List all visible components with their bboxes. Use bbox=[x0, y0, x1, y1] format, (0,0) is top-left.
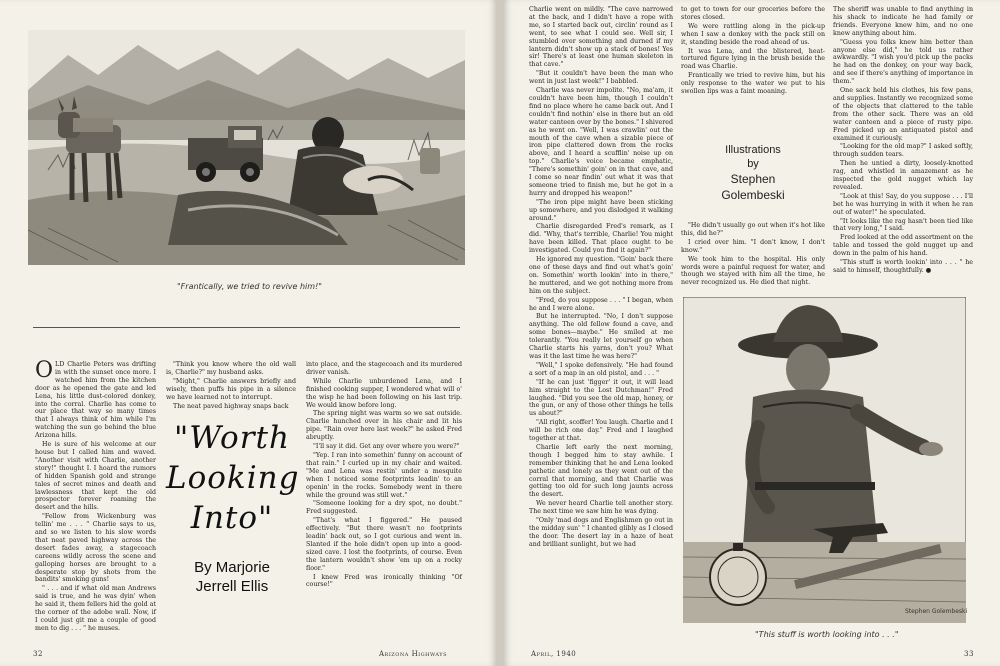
top-illustration bbox=[28, 30, 465, 265]
paragraph: One sack held his clothes, his few pans, and supplies. Instantly we recognized some of the objects that clattered to the table from the other sack. There was an old water canteen and a piece of rusty pipe. Fred picked up an antiquated pistol and examined it curiously. bbox=[833, 87, 973, 142]
paragraph: "Think you know where the old wall is, Charlie?" my husband asks. bbox=[166, 361, 296, 376]
paragraph: While Charlie unburdened Lena, and I finished cooking supper, I wondered what will o' the wisp he had been following on his last trip. We would know before long. bbox=[306, 377, 462, 409]
byline-name: Jerrell Ellis bbox=[195, 578, 269, 595]
top-illustration-caption: "Frantically, we tried to revive him!" bbox=[177, 282, 322, 291]
paragraph: "That's what I figgered." He paused effectively. "But there wasn't no footprints leadin' back out, so I got curious and went in. Slanted if the hole didn't open up into a good-sized cave. I lost the footprints, of course. Even the lantern wouldn't show 'em up on a rocky floor." bbox=[306, 517, 462, 572]
magazine-name: Arizona Highways bbox=[379, 650, 448, 658]
byline-prefix: By Marjorie bbox=[194, 559, 270, 576]
paragraph: into place, and the stagecoach and its murdered driver vanish. bbox=[306, 361, 462, 376]
paragraph: Fred looked at the odd assortment on the table and tossed the gold nugget up and down in the palm of his hand. bbox=[833, 234, 973, 258]
desert-rescue-drawing bbox=[28, 30, 465, 265]
title-line-3: Into" bbox=[190, 500, 274, 536]
bottom-illustration bbox=[683, 297, 966, 623]
article-title-block bbox=[166, 418, 298, 596]
paragraph: " . . . and if what old man Andrews said is true, and he was dyin' when he said it, them fellers hid the gold at the corner of the adobe wall. Now, if I could just git me a couple of good men to dig . . . " he muses. bbox=[35, 585, 156, 632]
left-column-2 bbox=[166, 361, 296, 411]
paragraph: "Well," I spoke defensively. "He had found a sort of a map in an old pistol, and . . . " bbox=[529, 361, 673, 377]
paragraph: "Yep. I ran into somethin' funny on account of that rain." I curled up in my chair and waited. "Me and Lena was restin' under a mesquite when I noticed some footprints leadin' to an openin' in the rocks. Somebody went in there while the ground was still wet." bbox=[306, 451, 462, 499]
right-page bbox=[503, 0, 1000, 666]
page-number-right: 33 bbox=[964, 650, 974, 658]
paragraph: "This stuff is worth lookin' into . . . " he said to himself, thoughtfully. bbox=[833, 259, 973, 274]
illustrations-credit bbox=[703, 143, 803, 203]
paragraph: "All right, scoffer! You laugh. Charlie and I will be rich one day." Fred and I laughed together at that. bbox=[529, 419, 673, 443]
paragraph: The spring night was warm so we sat outside. Charlie hunched over in his chair and lit his pipe. "Rain over here last week?" he asked Fred abruptly. bbox=[306, 410, 462, 442]
paragraph: "Look at this! Say, do you suppose . . . I'll bet he was hurrying in with it when he ran out of water!" he speculated. bbox=[833, 192, 973, 216]
left-column-1 bbox=[35, 358, 156, 634]
paragraph: I cried over him. "I don't know, I don't know." bbox=[681, 238, 825, 254]
right-column-2-after-credit bbox=[681, 222, 825, 288]
paragraph: "Someone looking for a dry spot, no doubt." Fred suggested. bbox=[306, 500, 462, 516]
paragraph: I knew Fred was ironically thinking "Of course!" bbox=[306, 573, 462, 589]
paragraph: "It looks like the rag hasn't been tied like that very long," I said. bbox=[833, 217, 973, 233]
paragraph: "Looking for the old map?" I asked softly, through sudden tears. bbox=[833, 143, 973, 159]
credit-line: Illustrations bbox=[725, 144, 781, 156]
page-number-left: 32 bbox=[33, 650, 43, 658]
left-page bbox=[0, 0, 497, 666]
paragraph: Frantically we tried to revive him, but his only response to the water we put to his swollen lips was a faint moaning. bbox=[681, 72, 825, 96]
credit-line: Golembeski bbox=[721, 188, 785, 202]
signature: Stephen Golembeski bbox=[905, 608, 968, 615]
bottom-illustration-caption: "This stuff is worth looking into . . ." bbox=[755, 630, 899, 639]
folio-month: April, 1940 bbox=[531, 650, 577, 658]
paragraph: "Only 'mad dogs and Englishmen go out in the midday sun' " I chanted glibly as I closed the door. The desert lay in a haze of heat and brilliant sunlight, but we had bbox=[529, 517, 673, 548]
paragraph: to get to town for our groceries before the stores closed. bbox=[681, 6, 825, 21]
right-column-3 bbox=[833, 6, 973, 276]
paragraph: Charlie was never impolite. "No, ma'am, it couldn't have been him, though I couldn't find no place where he came back out. And I couldn't find nothin' else in there but an old water canteen over by the bones." I shivered as he went on. "Well, I was crawlin' out the mouth of the cave when a sizable piece of iron pipe clattered down from the rocks above, and I heard a scufflin' noise up on top." Charlie's voice became emphatic, "There's somethin' goin' on in that cave, and I come so near findin' out what it was that someone tried to finish me, but he got in a hurry and dropped his weapon!" bbox=[529, 87, 673, 197]
paragraph: "I'll say it did. Get any over where you were?" bbox=[313, 443, 460, 451]
right-column-1 bbox=[529, 6, 673, 550]
credit-line: Stephen bbox=[730, 172, 776, 186]
paragraph: He is sure of his welcome at our house but I called him and waved. "Another visit with Charlie, another story!" thought I. I hoard the rumors of hidden Spanish gold and strange tales of secret mines and death and lawlessness that kept the old prospector forever roaming the desert and the hills. bbox=[35, 441, 156, 512]
left-column-3 bbox=[306, 361, 462, 590]
paragraph: The neat paved highway snaps back bbox=[173, 402, 289, 410]
paragraph: We took him to the hospital. His only words were a painful request for water, and though we stayed with him all the time, he never recognized us. He died that night. bbox=[681, 255, 825, 287]
paragraph: The sheriff was unable to find anything in his shack to indicate he had family or friends. Everyone knew him, and no one knew anything about him. bbox=[833, 6, 973, 37]
paragraph: He ignored my question. "Goin' back there one of these days and find out what's goin' on. Somethin' worth lookin' into in there," he muttered, and we got nothing more from him on the subject. bbox=[529, 256, 673, 295]
paragraph: "Guess you folks knew him better than anyone else did," he told us rather awkwardly. "I wish you'd pick up the packs he had on the donkey, on your way back, and see if there's anything of importance in them." bbox=[833, 38, 973, 86]
right-column-2 bbox=[681, 6, 825, 97]
paragraph: "He didn't usually go out when it's hot like this, did he?" bbox=[681, 222, 825, 237]
title-line-2: Looking bbox=[166, 460, 300, 496]
paragraph: "But it couldn't have been the man who went in just last week!" I babbled. bbox=[529, 70, 673, 86]
paragraph: Then he untied a dirty, loosely-knotted rag, and whistled in amazement as he inspected the gold nugget which lay revealed. bbox=[833, 160, 973, 191]
paragraph: We never heard Charlie tell another story. The next time we saw him he was dying. bbox=[529, 500, 673, 516]
paragraph: "Fellow from Wickenburg was tellin' me . . . " Charlie says to us, and so we listen to his slow words that neat paved highway across the desert fades away, a stagecoach careens wildly across the scene and galloping horses are brought to a desperate stop by shots from the bandits' smoking guns! bbox=[35, 513, 156, 584]
paragraph: "If he can just 'figger' it out, it will lead him straight to the Lost Dutchman!" Fred laughed. "Did you see the old map, honey, or the gun, or any of those other things he tells us about?" bbox=[529, 378, 673, 418]
drop-cap-o: O bbox=[35, 358, 54, 383]
paragraph: But he interrupted. "No, I don't suppose anything. The old fellow found a cave, and some bones—maybe." He smiled at me tolerantly. "You really let yourself go when Charlie starts his yarns, don't you? What was it the last time he was here?" bbox=[529, 313, 673, 360]
section-divider bbox=[33, 327, 460, 328]
paragraph: "Fred, do you suppose . . . " I began, when he and I were alone. bbox=[529, 296, 673, 312]
end-mark: ● bbox=[925, 267, 932, 274]
paragraph: Charlie left early the next morning, though I begged him to stay awhile. I remember thinking that he and Lena looked pathetic and lonely as they went out of the corral that morning, and that Charlie was getting too old for such long jaunts across the desert. bbox=[529, 443, 673, 499]
prospector-drawing bbox=[683, 297, 966, 623]
credit-line: by bbox=[747, 158, 759, 170]
opening-paragraph: OLD Charlie Peters was drifting in with the sunset once more. I watched him from the kitchen door as he opened the gate and led Lena, his little dust-colored donkey, into the corral. Charlie has come to our place that way so many times that I always think of him while I'm watching the sun go behind the blue Arizona hills. bbox=[35, 358, 156, 440]
paragraph: "Might," Charlie answers briefly and wisely, then puffs his pipe in a silence we have learned not to interrupt. bbox=[166, 377, 296, 401]
paragraph: Charlie disregarded Fred's remark, as I did. "Why, that's terrible, Charlie! You might have been killed. That place ought to be investigated. Could you find it again?" bbox=[529, 223, 673, 255]
paragraph: Charlie went on mildly. "The cave narrowed at the back, and I didn't have a rope with me, so I started back out, circlin' round as I went, to see what I could see. Well sir, I stumbled over something and durned if my lantern didn't show up a stack of bones! Yes sir! There's at least one human skeleton in that cave." bbox=[529, 6, 673, 69]
paragraph: It was Lena, and the blistered, heat-tortured figure lying in the brush beside the road was Charlie. bbox=[681, 47, 825, 71]
paragraph: We were rattling along in the pick-up when I saw a donkey with the pack still on it, standing beside the road ahead of us. bbox=[681, 22, 825, 46]
paragraph: "The iron pipe might have been sticking up somewhere, and you dislodged it walking around." bbox=[529, 198, 673, 222]
title-line-1: "Worth bbox=[174, 420, 290, 456]
